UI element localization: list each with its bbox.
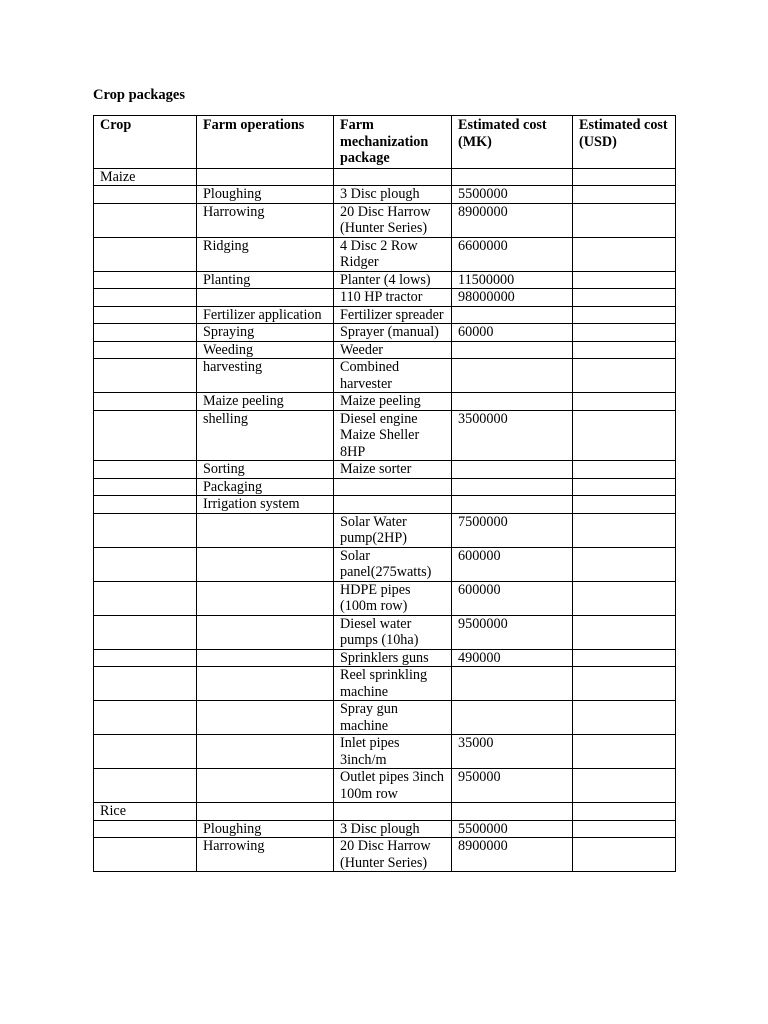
table-row (94, 769, 676, 803)
cell-farm-operation: Maize peeling (197, 393, 334, 411)
cell-mechanization-package: Fertilizer spreader (334, 306, 452, 324)
cell-cost-usd (573, 289, 676, 307)
cell-cost-mk: 35000 (452, 735, 573, 769)
crop-section-row (94, 803, 676, 821)
cell-crop (94, 769, 197, 803)
cell-crop (94, 359, 197, 393)
table-row (94, 461, 676, 479)
cell-crop (94, 186, 197, 204)
cell-mechanization-package: 20 Disc Harrow (Hunter Series) (334, 838, 452, 872)
cell-crop (94, 410, 197, 461)
cell-crop (94, 838, 197, 872)
cell-mechanization-package: Solar panel(275watts) (334, 547, 452, 581)
table-row (94, 649, 676, 667)
cell-cost-mk (452, 168, 573, 186)
cell-crop (94, 547, 197, 581)
cell-crop (94, 478, 197, 496)
table-row (94, 667, 676, 701)
cell-cost-mk: 8900000 (452, 838, 573, 872)
cell-farm-operation: harvesting (197, 359, 334, 393)
table-body (94, 168, 676, 872)
cell-cost-usd (573, 168, 676, 186)
cell-mechanization-package: Outlet pipes 3inch 100m row (334, 769, 452, 803)
cell-crop (94, 393, 197, 411)
cell-farm-operation (197, 667, 334, 701)
table-row (94, 203, 676, 237)
table-row (94, 306, 676, 324)
cell-farm-operation: Fertilizer application (197, 306, 334, 324)
cell-farm-operation (197, 649, 334, 667)
cell-mechanization-package: Solar Water pump(2HP) (334, 513, 452, 547)
cell-mechanization-package: Diesel engine Maize Sheller 8HP (334, 410, 452, 461)
header-cost-mk: Estimated cost (MK) (452, 116, 573, 169)
cell-farm-operation: Ridging (197, 237, 334, 271)
cell-cost-mk: 490000 (452, 649, 573, 667)
cell-crop (94, 306, 197, 324)
cell-farm-operation: Packaging (197, 478, 334, 496)
cell-farm-operation (197, 615, 334, 649)
cell-mechanization-package: Inlet pipes 3inch/m (334, 735, 452, 769)
table-row (94, 478, 676, 496)
cell-cost-mk (452, 478, 573, 496)
cell-farm-operation (197, 803, 334, 821)
table-row (94, 547, 676, 581)
cell-mechanization-package (334, 478, 452, 496)
table-row (94, 615, 676, 649)
cell-cost-usd (573, 838, 676, 872)
table-row (94, 496, 676, 514)
cell-cost-mk: 11500000 (452, 271, 573, 289)
cell-mechanization-package: Diesel water pumps (10ha) (334, 615, 452, 649)
cell-crop (94, 289, 197, 307)
cell-mechanization-package (334, 496, 452, 514)
cell-cost-usd (573, 496, 676, 514)
table-row (94, 820, 676, 838)
table-row (94, 581, 676, 615)
cell-cost-usd (573, 271, 676, 289)
cell-cost-usd (573, 359, 676, 393)
cell-cost-usd (573, 478, 676, 496)
cell-cost-mk: 5500000 (452, 186, 573, 204)
cell-cost-mk (452, 306, 573, 324)
cell-farm-operation: Irrigation system (197, 496, 334, 514)
cell-crop: Maize (94, 168, 197, 186)
table-row (94, 513, 676, 547)
cell-crop (94, 496, 197, 514)
cell-mechanization-package: 110 HP tractor (334, 289, 452, 307)
cell-cost-usd (573, 667, 676, 701)
cell-crop (94, 203, 197, 237)
cell-cost-usd (573, 513, 676, 547)
cell-farm-operation: Weeding (197, 341, 334, 359)
cell-cost-usd (573, 701, 676, 735)
cell-cost-mk: 6600000 (452, 237, 573, 271)
cell-mechanization-package: Maize peeling (334, 393, 452, 411)
cell-crop (94, 271, 197, 289)
page-title: Crop packages (93, 87, 185, 103)
cell-cost-usd (573, 306, 676, 324)
table-row (94, 186, 676, 204)
cell-cost-usd (573, 547, 676, 581)
cell-cost-mk: 5500000 (452, 820, 573, 838)
cell-mechanization-package: Sprayer (manual) (334, 324, 452, 342)
cell-farm-operation (197, 769, 334, 803)
cell-cost-mk (452, 667, 573, 701)
cell-crop (94, 649, 197, 667)
cell-mechanization-package (334, 168, 452, 186)
cell-crop (94, 581, 197, 615)
cell-cost-mk: 9500000 (452, 615, 573, 649)
cell-crop: Rice (94, 803, 197, 821)
table-row (94, 410, 676, 461)
cell-mechanization-package (334, 803, 452, 821)
cell-farm-operation (197, 547, 334, 581)
cell-cost-mk (452, 461, 573, 479)
table-row (94, 271, 676, 289)
cell-cost-mk (452, 803, 573, 821)
cell-farm-operation: Harrowing (197, 838, 334, 872)
cell-crop (94, 615, 197, 649)
cell-farm-operation (197, 581, 334, 615)
cell-cost-usd (573, 649, 676, 667)
cell-mechanization-package: Reel sprinkling machine (334, 667, 452, 701)
cell-crop (94, 820, 197, 838)
crop-packages-table (93, 115, 676, 872)
cell-mechanization-package: 4 Disc 2 Row Ridger (334, 237, 452, 271)
cell-farm-operation (197, 513, 334, 547)
table-row (94, 393, 676, 411)
cell-cost-mk: 950000 (452, 769, 573, 803)
cell-cost-usd (573, 410, 676, 461)
cell-crop (94, 513, 197, 547)
cell-mechanization-package: Weeder (334, 341, 452, 359)
header-farm-operations: Farm operations (197, 116, 334, 169)
table-row (94, 341, 676, 359)
cell-crop (94, 461, 197, 479)
table-row (94, 237, 676, 271)
cell-farm-operation: Harrowing (197, 203, 334, 237)
table-row (94, 838, 676, 872)
cell-cost-mk (452, 341, 573, 359)
cell-farm-operation (197, 289, 334, 307)
cell-crop (94, 667, 197, 701)
cell-mechanization-package: 3 Disc plough (334, 186, 452, 204)
cell-cost-mk: 8900000 (452, 203, 573, 237)
header-cost-usd: Estimated cost (USD) (573, 116, 676, 169)
cell-mechanization-package: HDPE pipes (100m row) (334, 581, 452, 615)
cell-cost-mk: 3500000 (452, 410, 573, 461)
table-row (94, 735, 676, 769)
cell-farm-operation: Planting (197, 271, 334, 289)
cell-mechanization-package: Maize sorter (334, 461, 452, 479)
cell-cost-usd (573, 615, 676, 649)
cell-cost-mk: 600000 (452, 547, 573, 581)
cell-crop (94, 701, 197, 735)
cell-cost-usd (573, 393, 676, 411)
cell-cost-mk (452, 393, 573, 411)
cell-farm-operation: Sorting (197, 461, 334, 479)
cell-cost-usd (573, 461, 676, 479)
cell-farm-operation (197, 168, 334, 186)
header-mechanization-package: Farm mechanization package (334, 116, 452, 169)
cell-farm-operation (197, 701, 334, 735)
cell-mechanization-package: 20 Disc Harrow (Hunter Series) (334, 203, 452, 237)
cell-mechanization-package: Sprinklers guns (334, 649, 452, 667)
cell-cost-mk (452, 496, 573, 514)
cell-cost-usd (573, 341, 676, 359)
cell-mechanization-package: 3 Disc plough (334, 820, 452, 838)
cell-cost-usd (573, 803, 676, 821)
cell-crop (94, 735, 197, 769)
cell-mechanization-package: Spray gun machine (334, 701, 452, 735)
cell-cost-usd (573, 237, 676, 271)
cell-cost-mk (452, 701, 573, 735)
cell-cost-mk: 60000 (452, 324, 573, 342)
cell-cost-mk (452, 359, 573, 393)
cell-crop (94, 237, 197, 271)
cell-cost-usd (573, 203, 676, 237)
cell-crop (94, 324, 197, 342)
header-crop: Crop (94, 116, 197, 169)
cell-cost-usd (573, 581, 676, 615)
cell-cost-usd (573, 735, 676, 769)
cell-cost-mk: 7500000 (452, 513, 573, 547)
table-row (94, 359, 676, 393)
cell-farm-operation: Spraying (197, 324, 334, 342)
table-row (94, 289, 676, 307)
cell-mechanization-package: Combined harvester (334, 359, 452, 393)
cell-cost-usd (573, 769, 676, 803)
table-row (94, 701, 676, 735)
crop-section-row (94, 168, 676, 186)
cell-mechanization-package: Planter (4 lows) (334, 271, 452, 289)
cell-farm-operation: Ploughing (197, 186, 334, 204)
cell-crop (94, 341, 197, 359)
cell-farm-operation (197, 735, 334, 769)
cell-farm-operation: Ploughing (197, 820, 334, 838)
cell-cost-usd (573, 820, 676, 838)
cell-cost-usd (573, 324, 676, 342)
cell-farm-operation: shelling (197, 410, 334, 461)
cell-cost-mk: 98000000 (452, 289, 573, 307)
table-header-row (94, 116, 676, 169)
cell-cost-mk: 600000 (452, 581, 573, 615)
cell-cost-usd (573, 186, 676, 204)
table-row (94, 324, 676, 342)
